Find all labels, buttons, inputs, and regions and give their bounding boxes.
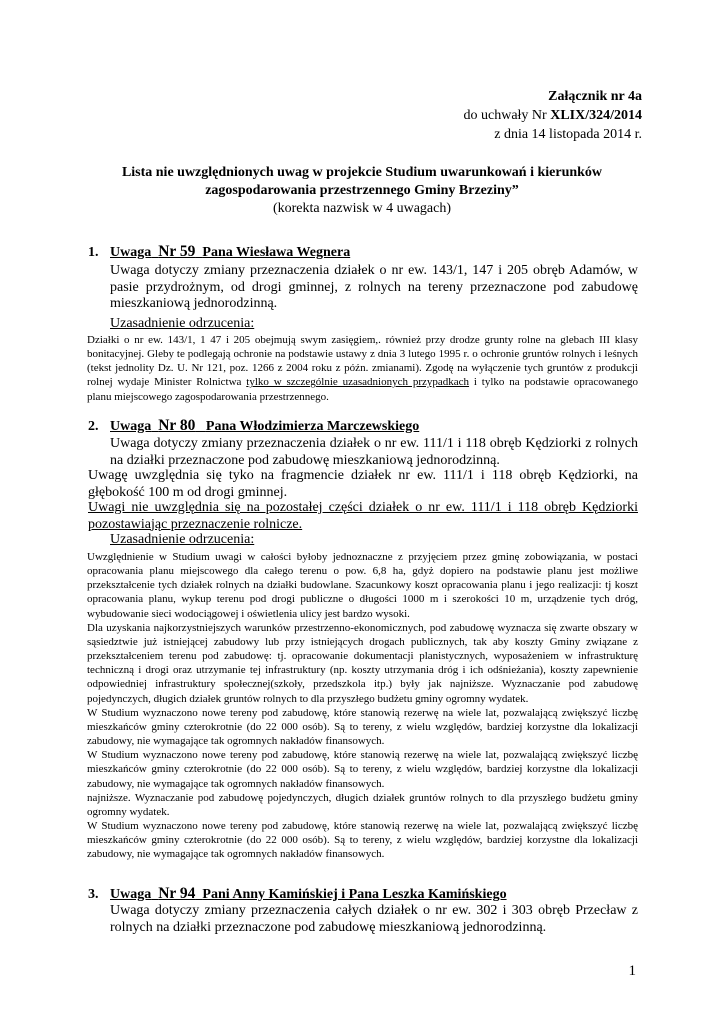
section-uwaga-label: Uwaga (110, 419, 152, 434)
attachment-label: Załącznik nr 4a (548, 89, 642, 104)
section-person: Pani Anny Kamińskiej i Pana Leszka Kamińskiego (202, 887, 507, 902)
section-3-heading (88, 885, 507, 903)
document-title-line2: zagospodarowania przestrzennego Gminy Brzeziny” (205, 183, 519, 198)
section-1-uzasadnienie: Uzasadnienie odrzucenia: (110, 316, 255, 331)
section-number: 3. (88, 887, 99, 902)
section-person: Pana Włodzimierza Marczewskiego (205, 419, 420, 434)
paragraph: W Studium wyznaczono nowe tereny pod zabudowę, które stanowią rezerwę na wiele lat, pozwalającą zwiększyć liczbę mieszkańców gminy czterokrotnie (do 22 000 osób). Są to tereny, z wielu względów, bardziej korzystne dla lokalizacji zabudowy, nie wymagające tak ogromnych nakładów finansowych. (87, 749, 638, 790)
emphasis-text: tylko w szczególnie uzasadnionych przypadkach (246, 376, 470, 389)
section-nr: Nr 94 (158, 885, 196, 902)
section-number: 1. (88, 245, 99, 260)
section-nr: Nr 80 (158, 417, 196, 434)
section-2-body: Uwaga dotyczy zmiany przeznaczenia działek o nr ew. 111/1 i 118 obręb Kędziorki z rolnych na działki przeznaczone pod zabudowę mieszkaniową jednorodzinną. (110, 436, 638, 468)
paragraph: najniższe. Wyznaczanie pod zabudowę pojedynczych, długich działek gruntów rolnych to dla przyszłego budżetu gminy ogromny wydatek. (87, 791, 638, 818)
paragraph: W Studium wyznaczono nowe tereny pod zabudowę, które stanowią rezerwę na wiele lat, pozwalającą zwiększyć liczbę mieszkańców gminy czterokrotnie (do 22 000 osób). Są to tereny, z wielu względów, bardziej korzystne dla lokalizacji zabudowy, nie wymagające tak ogromnych nakładów finansowych. (87, 706, 638, 748)
section-1-heading (88, 243, 350, 261)
resolution-id: XLIX/324/2014 (550, 108, 642, 123)
section-2-justification (87, 550, 638, 861)
section-2-accepted: Uwagę uwzględnia się tyko na fragmencie działek nr ew. 111/1 i 118 obręb Kędziorki, na głębokość 100 m od drogi gminnej. (88, 468, 638, 500)
resolution-prefix: do uchwały Nr (463, 108, 551, 123)
paragraph: W Studium wyznaczono nowe tereny pod zabudowę, które stanowią rezerwę na wiele lat, pozwalającą zwiększyć liczbę mieszkańców gminy czterokrotnie (do 22 000 osób). Są to tereny, z wielu względów, bardziej korzystne dla lokalizacji zabudowy, nie wymagające tak ogromnych nakładów finansowych. (87, 819, 638, 861)
section-3-body: Uwaga dotyczy zmiany przeznaczenia całych działek o nr ew. 302 i 303 obręb Przecław z rolnych na działki przeznaczone pod zabudowę mieszkaniową jednorodzinną. (110, 903, 638, 935)
paragraph: Dla uzyskania najkorzystniejszych warunków przestrzenno-ekonomicznych, pod zabudowę wyznacza się zwarte obszary w sąsiedztwie już istniejącej zabudowy lub przy istniejących drogach publicznych, tak aby koszty Gminy związane z przekształceniem terenu pod zabudowę: tj. opracowanie dokumentacji planistycznych, wyposażeniem w infrastrukturę techniczną i drogi oraz utrzymanie tej infrastruktury (np. koszty utrzymania dróg i ich odśnieżania), koszty zapewnienie odpowiedniej infrastruktury społecznej(szkoły, przedszkola itp.) były jak najniższe. Wyznaczanie pod zabudowę pojedynczych, długich działek gruntów rolnych to dla przyszłego budżetu gminy ogromny wydatek. (87, 621, 638, 705)
document-title-line1: Lista nie uwzględnionych uwag w projekcie Studium uwarunkowań i kierunków (121, 165, 603, 180)
section-2-uzasadnienie: Uzasadnienie odrzucenia: (110, 532, 255, 547)
section-nr: Nr 59 (158, 243, 196, 260)
section-person: Pana Wiesława Wegnera (202, 245, 351, 260)
resolution-number (464, 108, 643, 124)
section-2-heading (88, 417, 419, 435)
document-subtitle: (korekta nazwisk w 4 uwagach) (272, 201, 452, 216)
section-uwaga-label: Uwaga (110, 245, 152, 260)
page-number: 1 (628, 963, 636, 979)
section-1-justification: Działki o nr ew. 143/1, 1 47 i 205 obejmują swym zasięgiem,. również przy drodze grunty rolne na glebach III klasy bonitacyjnej. Gleby te podlegają ochronie na podstawie ustawy z dnia 3 lutego 1995 r. o ochronie gruntów rolnych i leśnych (tekst jednolity Dz. U. Nr 121, poz. 1266 z 2004 roku z późn. zmianami). Zgodę na wyłączenie tych gruntów z produkcji rolnej wydaje Minister Rolnictwa tylko w szczególnie uzasadnionych przypadkach i tylko na podstawie opracowanego planu miejscowego zagospodarowania przestrzennego. (87, 334, 638, 403)
section-number: 2. (88, 419, 99, 434)
resolution-date: z dnia 14 listopada 2014 r. (494, 127, 642, 142)
section-uwaga-label: Uwaga (110, 887, 152, 902)
section-2-rejected: Uwagi nie uwzględnia się na pozostałej części działek o nr ew. 111/1 i 118 obręb Kędziorki pozostawiając przeznaczenie rolnicze. (88, 500, 638, 532)
section-1-body: Uwaga dotyczy zmiany przeznaczenia działek o nr ew. 143/1, 147 i 205 obręb Adamów, w pasie przydrożnym, od drogi gminnej, z rolnych na tereny przeznaczone pod zabudowę mieszkaniową jednorodzinną. (110, 263, 638, 311)
paragraph: Uwzględnienie w Studium uwagi w całości byłoby jednoznaczne z przyjęciem przez gminę zobowiązania, w postaci opracowania planu miejscowego dla całego terenu o pow. 6,8 ha, gdyż dopiero na podstawie planu jest możliwe przekształcenie tych działek rolnych na działki budowlane. Szacunkowy koszt opracowania planu i jego realizacji: tj koszt opracowania planu, wykup terenu pod drogi publiczne o długości 1000 m i szerokości 10 m, urządzenie tych dróg, wybudowanie sieci wodociągowej i oświetlenia ulicy jest bardzo wysoki. (87, 551, 638, 620)
